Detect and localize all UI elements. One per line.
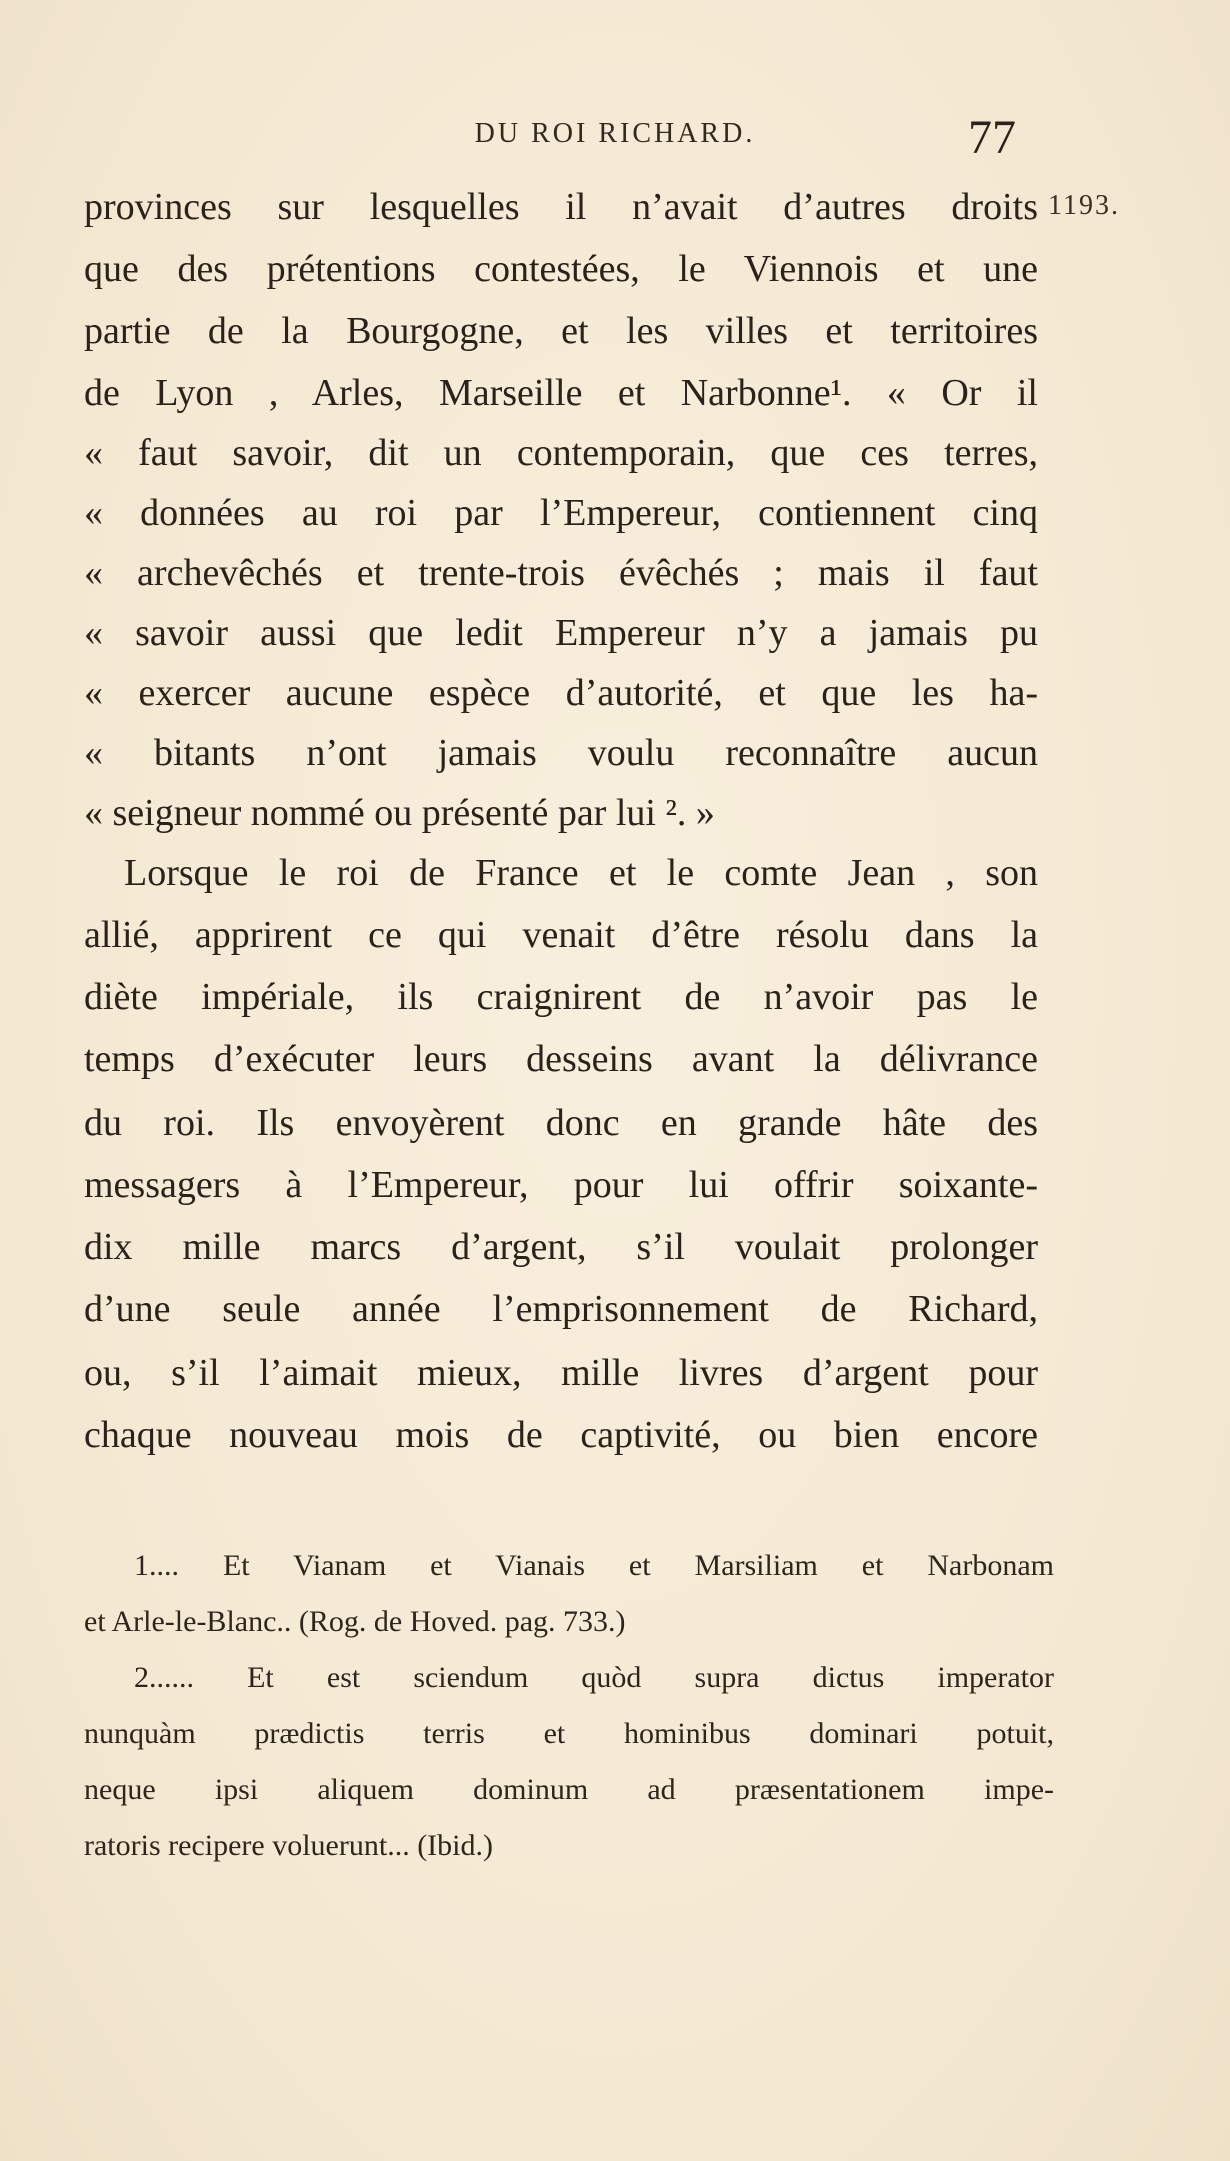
text-line: temps d’exécuter leurs desseins avant la délivrance: [84, 1038, 1038, 1080]
text-line: dix mille marcs d’argent, s’il voulait prolonger: [84, 1226, 1038, 1268]
text-line: « exercer aucune espèce d’autorité, et que les ha-: [84, 672, 1038, 714]
footnote-line: et Arle-le-Blanc.. (Rog. de Hoved. pag. 733.): [84, 1605, 626, 1638]
running-title: DU ROI RICHARD.: [474, 118, 756, 149]
text-line: d’une seule année l’emprisonnement de Richard,: [84, 1288, 1038, 1330]
footnote-line: nunquàm prædictis terris et hominibus dominari potuit,: [84, 1717, 1054, 1750]
text-line: diète impériale, ils craignirent de n’avoir pas le: [84, 976, 1038, 1018]
text-line: « données au roi par l’Empereur, contiennent cinq: [84, 492, 1038, 534]
text-line: messagers à l’Empereur, pour lui offrir soixante-: [84, 1164, 1038, 1206]
text-line: chaque nouveau mois de captivité, ou bien encore: [84, 1414, 1038, 1456]
text-line: provinces sur lesquelles il n’avait d’autres droits: [84, 186, 1038, 228]
text-line: « archevêchés et trente-trois évêchés ; mais il faut: [84, 552, 1038, 594]
text-line: allié, apprirent ce qui venait d’être résolu dans la: [84, 914, 1038, 956]
page-number: 77: [968, 111, 1016, 164]
text-line: du roi. Ils envoyèrent donc en grande hâte des: [84, 1102, 1038, 1144]
paragraph-first-line: Lorsque le roi de France et le comte Jean , son: [124, 852, 1038, 894]
text-line: « seigneur nommé ou présenté par lui ². »: [84, 792, 715, 834]
text-line: « savoir aussi que ledit Empereur n’y a jamais pu: [84, 612, 1038, 654]
footnote-1: 1.... Et Vianam et Vianais et Marsiliam et Narbonam: [134, 1549, 1054, 1582]
footnote-line: neque ipsi aliquem dominum ad præsentationem impe-: [84, 1773, 1054, 1806]
text-line: « bitants n’ont jamais voulu reconnaître aucun: [84, 732, 1038, 774]
text-line: de Lyon , Arles, Marseille et Narbonne¹. « Or il: [84, 372, 1038, 414]
text-line: ou, s’il l’aimait mieux, mille livres d’argent pour: [84, 1352, 1038, 1394]
footnote-2: 2...... Et est sciendum quòd supra dictus imperator: [134, 1661, 1054, 1694]
footnote-line: ratoris recipere voluerunt... (Ibid.): [84, 1829, 493, 1862]
margin-year-note: 1193.: [1048, 190, 1120, 221]
text-line: partie de la Bourgogne, et les villes et territoires: [84, 310, 1038, 352]
text-line: « faut savoir, dit un contemporain, que ces terres,: [84, 432, 1038, 474]
text-line: que des prétentions contestées, le Viennois et une: [84, 248, 1038, 290]
